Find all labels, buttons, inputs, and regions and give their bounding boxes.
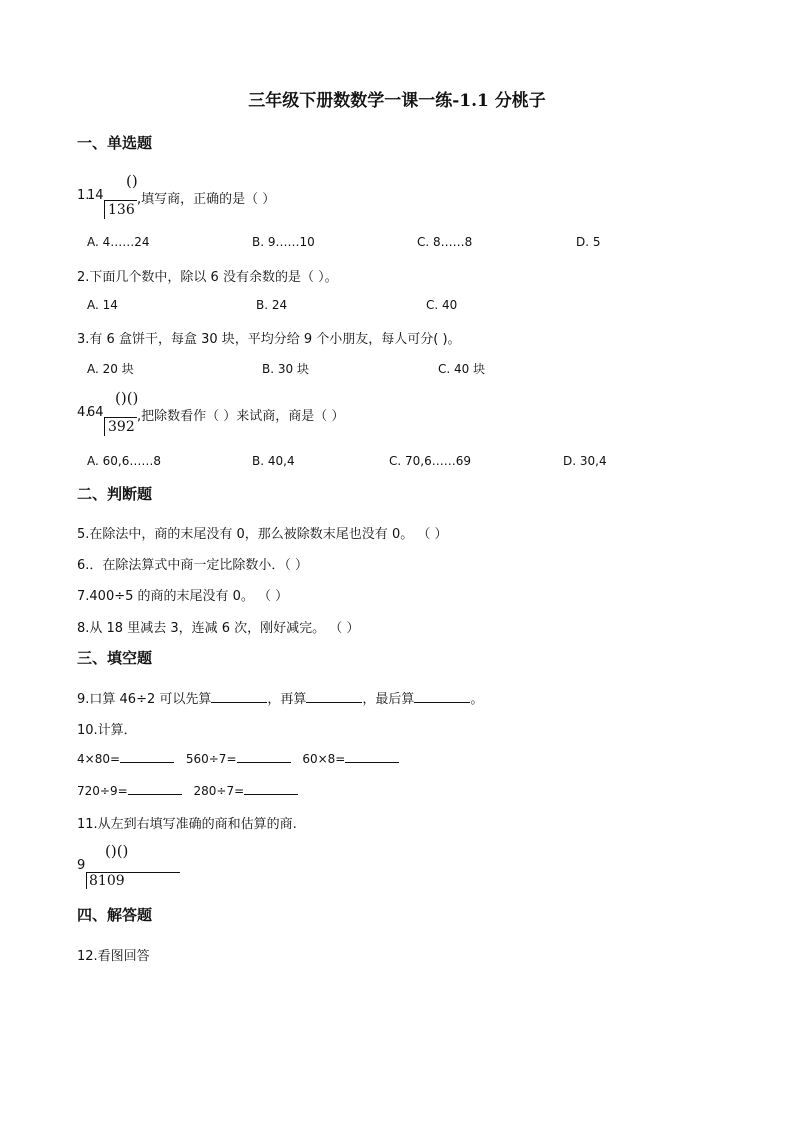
section-heading-single-choice: 一、单选题	[77, 134, 153, 152]
question-12: 12.看图回答	[77, 949, 150, 964]
question-8: 8.从 18 里减去 3，连减 6 次，刚好减完。 （ ）	[77, 621, 360, 636]
divisor: 64	[87, 405, 104, 420]
question-text: 。	[470, 692, 484, 707]
question-text: ，最后算	[362, 692, 415, 707]
question-number: 1.	[77, 188, 90, 203]
answer-blank[interactable]	[128, 782, 182, 795]
option-d[interactable]: D. 30,4	[563, 454, 607, 468]
answer-blank[interactable]	[120, 750, 174, 763]
answer-blank[interactable]	[244, 782, 298, 795]
dividend: 136	[108, 202, 135, 218]
question-5: 5.在除法中，商的末尾没有 0，那么被除数末尾也没有 0。 （ ）	[77, 527, 448, 542]
question-text: ,把除数看作（ ）来试商，商是（ ）	[137, 409, 345, 424]
option-a[interactable]: A. 20 块	[87, 362, 134, 376]
question-7: 7.400÷5 的商的末尾没有 0。 （ ）	[77, 589, 289, 604]
answer-blank[interactable]	[306, 690, 362, 703]
answer-blank[interactable]	[345, 750, 399, 763]
calc-row-1	[77, 750, 399, 766]
option-c[interactable]: C. 40	[426, 298, 458, 312]
answer-blank[interactable]	[414, 690, 470, 703]
divisor: 9	[77, 858, 86, 873]
question-2: 2.下面几个数中，除以 6 没有余数的是（ ）。	[77, 270, 338, 285]
question-10: 10.计算．	[77, 723, 137, 738]
quotient-blank: ()	[126, 172, 138, 190]
question-6: 6.．在除法算式中商一定比除数小．（ ）	[77, 558, 309, 573]
calc-expression: 280÷7=	[193, 784, 245, 798]
option-a[interactable]: A. 4……24	[87, 235, 150, 249]
section-heading-fill-blank: 三、填空题	[77, 649, 153, 667]
option-c[interactable]: C. 8……8	[417, 235, 473, 249]
option-d[interactable]: D. 5	[576, 235, 601, 249]
answer-blank[interactable]	[128, 872, 180, 873]
calc-row-2	[77, 782, 298, 798]
calc-expression: 60×8=	[302, 752, 346, 766]
question-11: 11.从左到右填写准确的商和估算的商.	[77, 817, 297, 832]
calc-expression: 560÷7=	[185, 752, 237, 766]
calc-expression: 720÷9=	[77, 784, 128, 798]
question-9	[77, 688, 483, 707]
option-b[interactable]: B. 24	[256, 298, 288, 312]
question-text: 9.口算 46÷2 可以先算	[77, 692, 212, 707]
option-b[interactable]: B. 40,4	[252, 454, 295, 468]
question-3: 3.有 6 盒饼干，每盒 30 块，平均分给 9 个小朋友，每人可分( )。	[77, 332, 461, 347]
divisor: 14	[87, 188, 104, 203]
section-heading-answer: 四、解答题	[77, 906, 153, 924]
quotient-blank: ()()	[115, 389, 139, 407]
question-text: ,填写商，正确的是（ ）	[137, 192, 276, 207]
question-number: 4.	[77, 405, 90, 420]
calc-expression: 4×80=	[77, 752, 121, 766]
option-a[interactable]: A. 60,6……8	[87, 454, 161, 468]
answer-blank[interactable]	[211, 690, 267, 703]
answer-blank[interactable]	[237, 750, 291, 763]
option-b[interactable]: B. 30 块	[262, 362, 309, 376]
option-c[interactable]: C. 70,6……69	[389, 454, 471, 468]
dividend: 392	[108, 419, 135, 435]
option-b[interactable]: B. 9……10	[252, 235, 315, 249]
long-division-figure	[77, 842, 277, 890]
question-text: ，再算	[267, 692, 307, 707]
section-heading-true-false: 二、判断题	[77, 485, 153, 503]
page-title: 三年级下册数数学一课一练-1.1 分桃子	[248, 91, 546, 111]
option-a[interactable]: A. 14	[87, 298, 118, 312]
option-c[interactable]: C. 40 块	[438, 362, 486, 376]
quotient-blank: ()()	[105, 842, 129, 860]
dividend: 8109	[89, 873, 125, 889]
